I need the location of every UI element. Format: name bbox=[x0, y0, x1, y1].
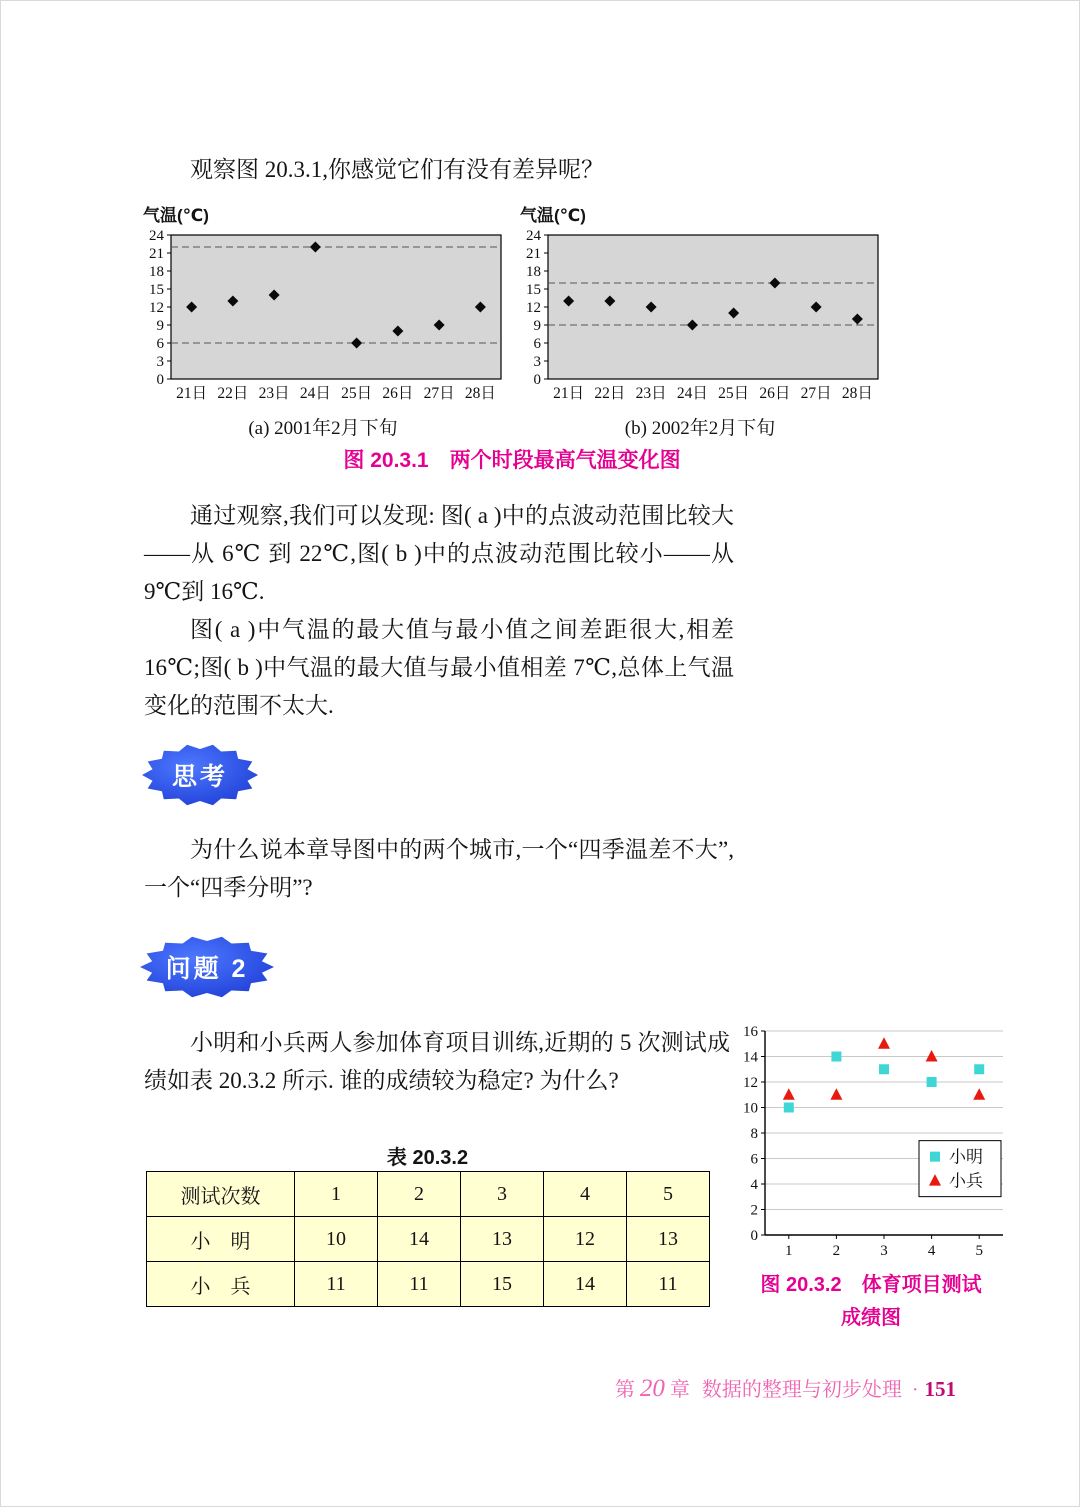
table-cell: 5 bbox=[627, 1172, 710, 1217]
table-cell: 11 bbox=[627, 1262, 710, 1307]
table-cell: 2 bbox=[378, 1172, 461, 1217]
y-tick-label: 0 bbox=[156, 372, 164, 388]
table-cell: 10 bbox=[295, 1217, 378, 1262]
page-footer bbox=[141, 1373, 956, 1403]
table-row-label: 小 明 bbox=[147, 1217, 295, 1262]
table-header-row bbox=[147, 1172, 710, 1217]
y-tick-label: 6 bbox=[533, 336, 541, 352]
x-tick-label: 21日 bbox=[176, 385, 208, 402]
x-tick-label: 25日 bbox=[718, 385, 750, 402]
y-tick-label: 3 bbox=[533, 354, 541, 370]
square-marker-icon bbox=[784, 1103, 794, 1113]
paragraph-1: 通过观察,我们可以发现: 图( a )中的点波动范围比较大——从 6℃ 到 22℃,图( b )中的点波动范围比较小——从 9℃到 16℃. bbox=[144, 503, 734, 604]
table-cell: 14 bbox=[378, 1217, 461, 1262]
figure-2-caption-line2: 成绩图 bbox=[841, 1307, 901, 1329]
y-tick-label: 0 bbox=[750, 1228, 758, 1244]
intro-text: 观察图 20.3.1,你感觉它们有没有差异呢？ bbox=[190, 157, 604, 182]
point-小兵-1 bbox=[783, 1088, 795, 1100]
y-tick-label: 12 bbox=[526, 300, 541, 316]
point-小明-3 bbox=[879, 1064, 889, 1074]
x-tick-label: 22日 bbox=[594, 385, 626, 402]
temperature-chart-b bbox=[518, 201, 882, 440]
y-tick-label: 18 bbox=[149, 264, 164, 280]
point-小明-2 bbox=[831, 1052, 841, 1062]
paragraph-2: 图( a )中气温的最大值与最小值之间差距很大,相差 16℃;图( b )中气温的最大值与最小值相差 7℃,总体上气温变化的范围不太大. bbox=[144, 617, 734, 718]
y-tick-label: 21 bbox=[526, 246, 541, 262]
chapter-number: 20 bbox=[639, 1375, 665, 1402]
think-badge bbox=[141, 743, 259, 807]
table-row-xiaobing bbox=[147, 1262, 710, 1307]
problem-2-badge-label: 问题 2 bbox=[165, 955, 249, 983]
point-小明-4 bbox=[927, 1077, 937, 1087]
y-tick-label: 18 bbox=[526, 264, 541, 280]
table-cell: 14 bbox=[544, 1262, 627, 1307]
chart-b-canvas bbox=[518, 227, 882, 410]
triangle-marker-icon bbox=[973, 1088, 985, 1100]
table-cell: 11 bbox=[295, 1262, 378, 1307]
paragraph-3: 为什么说本章导图中的两个城市,一个“四季温差不大”,一个“四季分明”? bbox=[144, 837, 734, 900]
y-tick-label: 10 bbox=[743, 1100, 758, 1117]
footer-dot: · bbox=[911, 1379, 919, 1401]
x-tick-label: 1 bbox=[785, 1243, 793, 1259]
square-marker-icon bbox=[831, 1052, 841, 1062]
x-tick-label: 24日 bbox=[299, 385, 331, 402]
y-tick-label: 15 bbox=[526, 282, 541, 298]
y-tick-label: 9 bbox=[156, 318, 164, 334]
legend-label: 小兵 bbox=[949, 1171, 983, 1191]
observation-paragraphs bbox=[144, 497, 734, 725]
table-cell: 15 bbox=[461, 1262, 544, 1307]
y-axis-label-a: 气温(℃) bbox=[143, 206, 209, 225]
x-tick-label: 22日 bbox=[217, 385, 249, 402]
point-小兵-2 bbox=[830, 1088, 842, 1100]
table-cell: 11 bbox=[378, 1262, 461, 1307]
x-tick-label: 26日 bbox=[759, 385, 791, 402]
table-cell: 13 bbox=[461, 1217, 544, 1262]
problem-2-badge bbox=[139, 935, 275, 999]
temp-2001-plot bbox=[141, 227, 505, 405]
x-tick-label: 2 bbox=[832, 1243, 841, 1259]
y-tick-label: 3 bbox=[156, 354, 164, 370]
x-tick-label: 26日 bbox=[382, 385, 414, 402]
table-cell: 13 bbox=[627, 1217, 710, 1262]
y-tick-label: 8 bbox=[750, 1126, 758, 1142]
triangle-marker-icon bbox=[878, 1037, 890, 1049]
legend-label: 小明 bbox=[949, 1147, 983, 1167]
table-cell: 4 bbox=[544, 1172, 627, 1217]
y-tick-label: 24 bbox=[149, 228, 164, 244]
x-tick-label: 4 bbox=[927, 1243, 936, 1259]
x-tick-label: 27日 bbox=[423, 385, 455, 402]
scores-chart bbox=[731, 1023, 1011, 1268]
y-tick-label: 12 bbox=[149, 300, 164, 316]
y-tick-label: 15 bbox=[149, 282, 164, 298]
x-tick-label: 23日 bbox=[635, 385, 667, 402]
x-tick-label: 5 bbox=[975, 1243, 983, 1259]
x-tick-label: 25日 bbox=[341, 385, 373, 402]
temperature-chart-a bbox=[141, 201, 505, 440]
square-marker-icon bbox=[930, 1152, 940, 1162]
temp-2002-plot bbox=[518, 227, 882, 405]
x-tick-label: 28日 bbox=[464, 385, 496, 402]
y-tick-label: 4 bbox=[750, 1177, 758, 1193]
x-tick-label: 24日 bbox=[676, 385, 708, 402]
scores-plot bbox=[731, 1023, 1011, 1263]
triangle-marker-icon bbox=[783, 1088, 795, 1100]
chart-a-canvas bbox=[141, 227, 505, 410]
page-number: 151 bbox=[924, 1377, 956, 1401]
point-小兵-5 bbox=[973, 1088, 985, 1100]
x-tick-label: 23日 bbox=[258, 385, 290, 402]
x-tick-label: 28日 bbox=[841, 385, 873, 402]
triangle-marker-icon bbox=[926, 1050, 938, 1062]
x-tick-label: 3 bbox=[880, 1243, 888, 1259]
point-小明-1 bbox=[784, 1103, 794, 1113]
x-tick-label: 21日 bbox=[553, 385, 585, 402]
square-marker-icon bbox=[974, 1064, 984, 1074]
chart-a-subcaption: (a) 2001年2月下旬 bbox=[248, 418, 398, 439]
point-小明-5 bbox=[974, 1064, 984, 1074]
square-marker-icon bbox=[879, 1064, 889, 1074]
figure-1-caption: 图 20.3.1 两个时段最高气温变化图 bbox=[343, 449, 681, 472]
y-tick-label: 12 bbox=[743, 1075, 758, 1091]
table-cell: 3 bbox=[461, 1172, 544, 1217]
think-badge-label: 思考 bbox=[171, 763, 228, 791]
problem-paragraph-wrap bbox=[144, 1024, 730, 1100]
paragraph-4: 小明和小兵两人参加体育项目训练,近期的 5 次测试成绩如表 20.3.2 所示. 谁的成绩较为稳定? 为什么? bbox=[144, 1030, 730, 1093]
y-tick-label: 9 bbox=[533, 318, 541, 334]
figure-2-caption bbox=[731, 1269, 1011, 1335]
y-tick-label: 21 bbox=[149, 246, 164, 262]
y-tick-label: 6 bbox=[156, 336, 164, 352]
y-tick-label: 2 bbox=[750, 1202, 758, 1219]
chart-b-subcaption: (b) 2002年2月下旬 bbox=[624, 418, 776, 439]
square-marker-icon bbox=[927, 1077, 937, 1087]
y-tick-label: 0 bbox=[533, 372, 541, 388]
y-tick-label: 14 bbox=[743, 1049, 758, 1066]
y-tick-label: 16 bbox=[743, 1024, 758, 1040]
plot-area bbox=[548, 235, 878, 379]
y-tick-label: 24 bbox=[526, 228, 541, 244]
think-paragraph-wrap bbox=[144, 831, 734, 907]
figure-2-caption-line1: 图 20.3.2 体育项目测试 bbox=[760, 1274, 982, 1296]
triangle-marker-icon bbox=[830, 1088, 842, 1100]
plot-area bbox=[171, 235, 501, 379]
table-cell: 12 bbox=[544, 1217, 627, 1262]
chapter-title: 数据的整理与初步处理 bbox=[701, 1379, 902, 1401]
y-axis-label-b: 气温(℃) bbox=[520, 206, 586, 225]
table-cell: 1 bbox=[295, 1172, 378, 1217]
chapter-word-pre: 第 bbox=[614, 1379, 635, 1401]
table-title: 表 20.3.2 bbox=[386, 1147, 469, 1169]
x-tick-label: 27日 bbox=[800, 385, 832, 402]
point-小兵-3 bbox=[878, 1037, 890, 1049]
chapter-word-post: 章 bbox=[669, 1379, 690, 1401]
point-小兵-4 bbox=[926, 1050, 938, 1062]
score-table bbox=[146, 1171, 710, 1307]
table-row-label: 小 兵 bbox=[147, 1262, 295, 1307]
table-row-label: 测试次数 bbox=[147, 1172, 295, 1217]
scores-chart-canvas bbox=[731, 1023, 1011, 1268]
table-row-xiaoming bbox=[147, 1217, 710, 1262]
y-tick-label: 6 bbox=[750, 1151, 758, 1168]
